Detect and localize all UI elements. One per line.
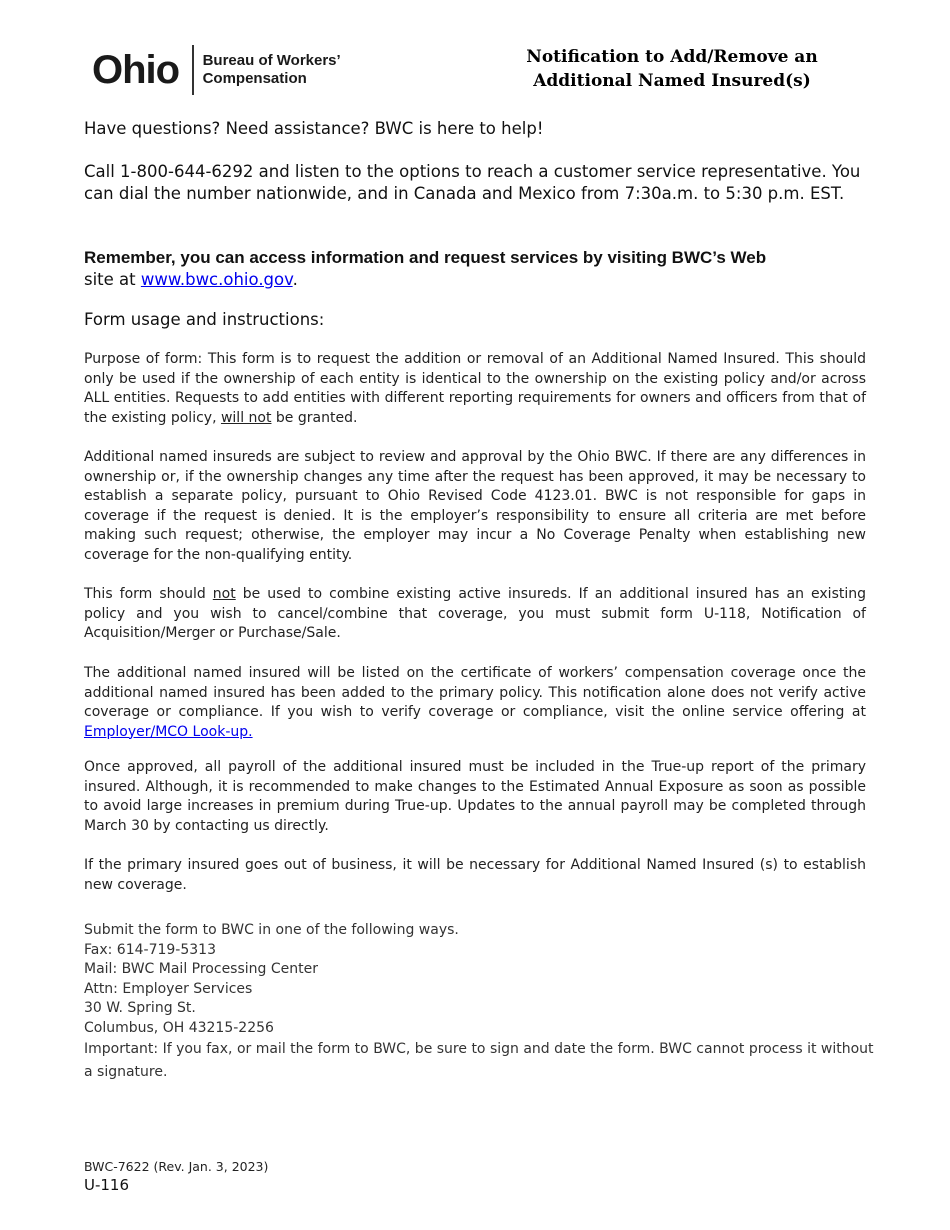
logo-line-2: Compensation [202, 70, 307, 87]
attn-line: Attn: Employer Services [84, 980, 253, 997]
certificate-paragraph [84, 664, 866, 742]
logo-ohio-wordmark: Ohio [92, 48, 180, 92]
city-line: Columbus, OH 43215-2256 [84, 1019, 274, 1036]
site-line [84, 269, 869, 291]
combine-text: This form should [84, 586, 213, 602]
employer-mco-lookup-link[interactable]: Employer/MCO Look-up. [84, 723, 253, 740]
instructions-heading: Form usage and instructions: [84, 310, 325, 329]
site-suffix: . [292, 269, 298, 289]
purpose-text: Purpose of form: This form is to request the addition or removal of an Additional Named Insured. This should only be used if the ownership of each entity is identical to the ownership on the existing policy and/or across ALL entities. Requests to add entities with different reporting requirements for owners and officers from that of the existing policy, [84, 351, 866, 426]
street-line: 30 W. Spring St. [84, 1000, 196, 1016]
purpose-paragraph [84, 350, 866, 428]
site-prefix: site at [84, 269, 141, 289]
website-notice [84, 247, 869, 290]
will-not-emphasis: will not [220, 409, 272, 426]
mail-line: Mail: BWC Mail Processing Center [84, 961, 318, 977]
payroll-paragraph: Once approved, all payroll of the additional insured must be included in the True-up report of the primary insured. Although, it is recommended to make changes to the Estimated Annual Exposure as soon as possible to avoid large increases in premium during True-up. Updates to the annual payroll may be completed through March 30 by contacting us directly. [84, 759, 866, 834]
not-emphasis: not [212, 586, 236, 602]
ohio-bwc-logo [92, 44, 341, 96]
combine-text-end: be used to combine existing active insureds. If an additional insured has an existing policy and you wish to cancel/combine that coverage, you must submit form U-118, Notification of Acquisition/Merger or Purchase/Sale. [84, 586, 866, 641]
form-title-line-1: Notification to Add/Remove an [526, 47, 818, 67]
logo-line-1: Bureau of Workers’ [202, 52, 341, 69]
help-intro: Have questions? Need assistance? BWC is here to help! [84, 119, 544, 138]
form-title [472, 45, 872, 93]
fax-number: Fax: 614-719-5313 [84, 941, 216, 958]
certificate-text: The additional named insured will be listed on the certificate of workers’ compensation coverage once the additional named insured has been added to the primary policy. This notification alone does not verify active coverage or compliance. If you wish to verify coverage or compliance, visit the online service offering at [84, 665, 866, 720]
combine-paragraph [84, 585, 866, 644]
form-code: U-116 [84, 1176, 130, 1194]
form-revision: BWC-7622 (Rev. Jan. 3, 2023) [84, 1159, 269, 1174]
logo-divider [192, 45, 194, 95]
bwc-website-link[interactable]: www.bwc.ohio.gov [140, 269, 293, 289]
logo-agency-name [203, 52, 341, 88]
remember-text: Remember, you can access information and request services by visiting BWC’s Web [84, 248, 767, 267]
review-approval-paragraph: Additional named insureds are subject to review and approval by the Ohio BWC. If there are any differences in ownership or, if the ownership changes any time after the request has been approved, it may be necessary to establish a separate policy, pursuant to Ohio Revised Code 4123.01. BWC is not responsible for gaps in coverage if the request is denied. It is the employer’s responsibility to ensure all criteria are met before making such request; otherwise, the employer may incur a No Coverage Penalty when establishing new coverage for the non-qualifying entity. [84, 449, 866, 563]
out-of-business-paragraph: If the primary insured goes out of business, it will be necessary for Additional Named Insured (s) to establish new coverage. [84, 857, 866, 893]
important-note: Important: If you fax, or mail the form to BWC, be sure to sign and date the form. BWC cannot process it without a signature. [84, 1041, 874, 1080]
purpose-text-end: be granted. [271, 409, 358, 426]
form-title-line-2: Additional Named Insured(s) [533, 71, 811, 91]
submit-intro: Submit the form to BWC in one of the following ways. [84, 922, 459, 938]
submission-info [84, 921, 874, 1084]
call-instructions: Call 1-800-644-6292 and listen to the options to reach a customer service representative. You can dial the number nationwide, and in Canada and Mexico from 7:30a.m. to 5:30 p.m. EST. [84, 162, 861, 203]
